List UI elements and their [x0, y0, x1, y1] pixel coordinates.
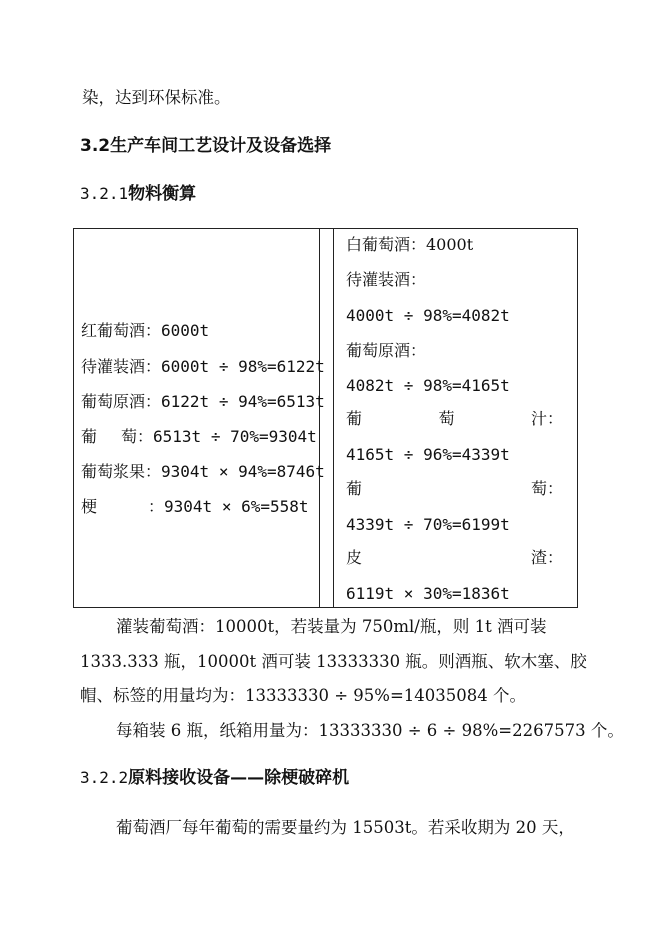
- row-text: 4000t ÷ 98%=4082t: [346, 306, 510, 325]
- table-row: [81, 462, 325, 482]
- row-text: 渣：: [530, 548, 563, 567]
- row-value: 6000t: [161, 321, 210, 340]
- row-text: 皮: [346, 548, 363, 567]
- row-value: 9304t × 6%=558t: [164, 497, 309, 516]
- table-row: [346, 445, 510, 465]
- row-text: 萄：: [530, 479, 563, 498]
- subsection-2-title: 原料接收设备——除梗破碎机: [128, 768, 350, 788]
- row-value: 6000t ÷ 98%=6122t: [161, 357, 325, 376]
- row-text: 白葡萄酒：4000t: [346, 235, 474, 254]
- row-text: 4165t ÷ 96%=4339t: [346, 445, 510, 464]
- paragraph-1-line-1: 灌装葡萄酒：10000t，若装量为 750ml/瓶，则 1t 酒可装: [116, 617, 547, 636]
- row-text: 4082t ÷ 98%=4165t: [346, 376, 510, 395]
- table-row: [346, 235, 473, 255]
- intro-text: 染，达到环保标准。: [82, 88, 231, 107]
- row-label: 梗: [81, 497, 98, 516]
- row-label: 萄：: [121, 427, 154, 446]
- row-value: 9304t × 94%=8746t: [161, 462, 325, 481]
- table-row: [346, 584, 510, 604]
- subsection-1-title: 物料衡算: [128, 184, 197, 204]
- table-row: [346, 306, 510, 326]
- row-text: 6119t × 30%=1836t: [346, 584, 510, 603]
- table-row: [81, 392, 325, 412]
- row-label: 红葡萄酒：: [81, 321, 162, 340]
- table-row: [346, 479, 563, 499]
- table-row: [346, 270, 426, 290]
- paragraph-2-line-1: 每箱装 6 瓶，纸箱用量为：13333330 ÷ 6 ÷ 98%=2267573 个。: [116, 721, 624, 740]
- table-row: [346, 341, 426, 361]
- table-row: [81, 321, 209, 341]
- paragraph-1-line-3: 帽、标签的用量均为：13333330 ÷ 95%=14035084 个。: [80, 686, 527, 705]
- section-number: 3.2: [80, 136, 111, 156]
- row-text: 葡: [346, 409, 363, 428]
- row-label: 葡: [81, 427, 98, 446]
- red-wine-column: [81, 229, 325, 609]
- table-row: [346, 409, 563, 429]
- row-text: 汁：: [530, 409, 563, 428]
- subsection-2-number: 3.2.2: [80, 768, 129, 787]
- section-heading: [80, 135, 331, 157]
- table-row: [346, 515, 510, 535]
- row-label: 待灌装酒：: [81, 357, 162, 376]
- table-divider-left: [319, 229, 320, 607]
- material-balance-table: [73, 228, 578, 608]
- row-text: 葡: [346, 479, 363, 498]
- row-label: ：: [148, 497, 165, 516]
- row-value: 6513t ÷ 70%=9304t: [153, 427, 317, 446]
- row-value: 6122t ÷ 94%=6513t: [161, 392, 325, 411]
- table-divider-right: [333, 229, 334, 607]
- table-row: [81, 357, 325, 377]
- table-row: [346, 376, 510, 396]
- row-text: 葡萄原酒：: [346, 341, 427, 360]
- row-text: 萄: [438, 409, 455, 428]
- subsection-1-number: 3.2.1: [80, 184, 129, 203]
- table-row: [81, 497, 309, 517]
- row-label: 葡萄浆果：: [81, 462, 162, 481]
- row-text: 4339t ÷ 70%=6199t: [346, 515, 510, 534]
- paragraph-1-line-2: 1333.333 瓶，10000t 酒可装 13333330 瓶。则酒瓶、软木塞、胶: [80, 652, 587, 671]
- section-title: 生产车间工艺设计及设备选择: [110, 136, 332, 156]
- subsection-heading-2: [80, 767, 349, 789]
- table-row: [81, 427, 317, 447]
- white-wine-column: [346, 229, 563, 609]
- row-text: 待灌装酒：: [346, 270, 427, 289]
- table-row: [346, 548, 563, 568]
- row-label: 葡萄原酒：: [81, 392, 162, 411]
- paragraph-3-line-1: 葡萄酒厂每年葡萄的需要量约为 15503t。若采收期为 20 天，: [116, 818, 575, 837]
- subsection-heading-1: [80, 183, 196, 205]
